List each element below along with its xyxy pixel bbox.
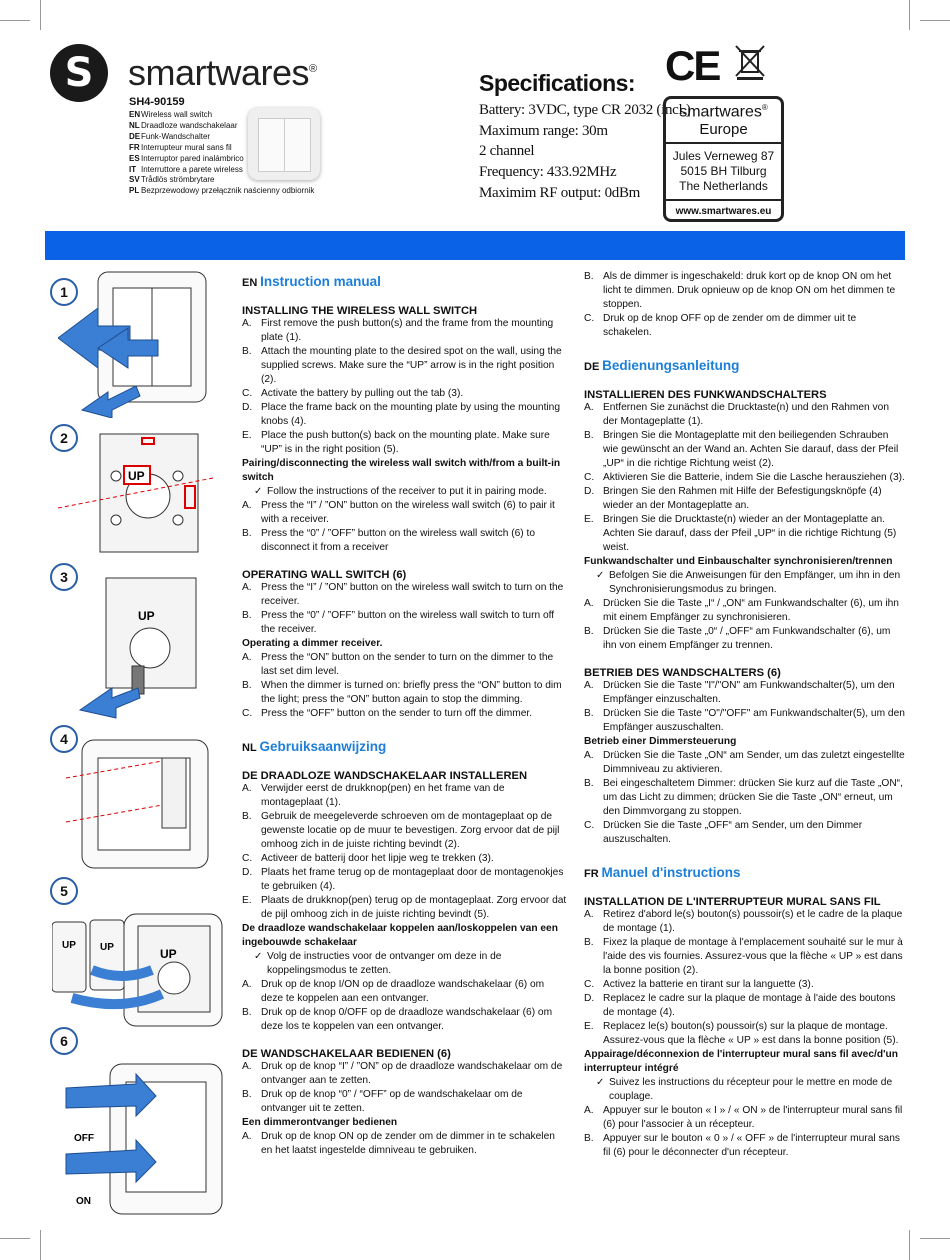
step-marker: B.	[242, 1007, 252, 1018]
step-text: Druk op de knop 0/OFF op de draadloze wandschakelaar (6) om deze los te koppelen van een ontvanger.	[261, 1007, 553, 1032]
spacer	[242, 721, 567, 735]
step-text: When the dimmer is turned on: briefly press the “ON” button to dim the light; press the “ON” button again to stop the dimming.	[261, 680, 562, 705]
language-name: Funk-Wandschalter	[141, 131, 211, 141]
step-text: Place the frame back on the mounting plate by using the mounting knobs (4).	[261, 402, 561, 427]
crop-mark	[40, 0, 41, 30]
step-text: Drücken Sie die Taste "I"/"ON" am Funkwandschalter(5), um den Empfänger einzuschalten.	[603, 680, 895, 705]
on-label: ON	[76, 1196, 91, 1207]
figure-number: 2	[50, 424, 78, 452]
language-code: FR	[129, 142, 140, 152]
up-label: UP	[138, 609, 155, 623]
step-text: Verwijder eerst de drukknop(pen) en het frame van de montageplaat (1).	[261, 783, 505, 808]
instruction-step	[242, 1088, 567, 1116]
instruction-step	[584, 1104, 906, 1132]
step-text: Suivez les instructions du récepteur pour le mettre en mode de couplage.	[609, 1077, 893, 1102]
crop-mark	[0, 20, 30, 21]
step-text: Activez la batterie en tirant sur la languette (3).	[603, 979, 814, 990]
step-text: Appuyer sur le bouton « I » / « ON » de l'interrupteur mural sans fil (6) pour l'associer à un récepteur.	[603, 1105, 903, 1130]
step-marker: A.	[584, 402, 594, 413]
instruction-step	[242, 651, 567, 679]
step-marker: E.	[584, 514, 594, 525]
step-marker: C.	[584, 820, 595, 831]
checklist-item	[584, 569, 906, 597]
up-label: UP	[128, 469, 145, 483]
language-name: Draadloze wandschakelaar	[141, 120, 238, 130]
instruction-step	[242, 317, 567, 345]
language-code: ES	[129, 153, 140, 163]
step-text: Replacez le(s) bouton(s) poussoir(s) sur la plaque de montage. Assurez-vous que la flèche « UP » est dans la bonne position (5).	[603, 1021, 899, 1046]
instruction-step	[242, 707, 567, 721]
step-marker: A.	[242, 1131, 252, 1142]
instruction-step	[242, 810, 567, 852]
language-code: IT	[129, 164, 137, 174]
step-text: Appuyer sur le bouton « 0 » / « OFF » de l'interrupteur mural sans fil (6) pour le déconnecter d'un récepteur.	[603, 1133, 900, 1158]
subsection-heading: DE WANDSCHAKELAAR BEDIENEN (6)	[242, 1048, 451, 1060]
specs-list	[479, 100, 691, 204]
step-text: Place the push button(s) back on the mounting plate. Make sure “UP” is in the right position (5).	[261, 430, 550, 455]
checklist-item	[242, 485, 567, 499]
step-marker: A.	[242, 318, 252, 329]
step-marker: B.	[584, 430, 594, 441]
instruction-step	[242, 387, 567, 401]
instruction-step	[242, 581, 567, 609]
step-marker: C.	[584, 472, 595, 483]
checklist-item	[242, 950, 567, 978]
step-text: Druk op de knop “0” / “OFF” op de wandschakelaar om de ontvanger uit te zetten.	[261, 1089, 523, 1114]
step-text: Bringen Sie den Rahmen mit Hilfe der Befestigungsknöpfe (4) wieder an der Montageplatte an.	[603, 486, 882, 511]
step-marker: A.	[242, 652, 252, 663]
language-name: Wireless wall switch	[141, 110, 213, 119]
instruction-step	[584, 908, 906, 936]
language-code: SV	[129, 175, 140, 185]
product-sku: SH4-90159	[129, 96, 185, 108]
language-code: NL	[242, 742, 257, 754]
language-code: EN	[242, 277, 258, 289]
step-marker: A.	[584, 680, 594, 691]
language-name: Interruptor pared inalámbrico	[141, 153, 244, 163]
instruction-step	[584, 1132, 906, 1160]
step-marker: E.	[242, 430, 252, 441]
step-marker: D.	[242, 867, 253, 878]
subsection-heading: DE DRAADLOZE WANDSCHAKELAAR INSTALLEREN	[242, 770, 528, 782]
instructions-column-left	[242, 270, 567, 1158]
step-marker: C.	[242, 853, 253, 864]
step-marker: B.	[242, 610, 252, 621]
instruction-step	[242, 782, 567, 810]
section-title: Manuel d'instructions	[601, 865, 741, 880]
spec-line: Frequency: 433.92MHz	[479, 164, 617, 181]
manufacturer-box	[663, 96, 784, 222]
spacer	[584, 340, 906, 354]
instruction-step	[242, 1060, 567, 1088]
step-text: Plaats het frame terug op de montageplaat door de montagenokjes te gebruiken (4).	[261, 867, 564, 892]
step-marker: D.	[242, 402, 253, 413]
instruction-step	[242, 401, 567, 429]
off-label: OFF	[74, 1133, 94, 1144]
step-text: Bei eingeschaltetem Dimmer: drücken Sie kurz auf die Taste „ON“, um das Licht zu dimmen; drücken Sie die Taste „ON“ erneut, um den Dimmvorgang zu stoppen.	[603, 778, 903, 817]
up-label: UP	[62, 940, 76, 951]
instruction-step	[242, 345, 567, 387]
crop-mark	[0, 1238, 30, 1239]
spec-line: Battery: 3VDC, type CR 2032 (incl.)	[479, 102, 691, 118]
step-marker: B.	[242, 528, 252, 539]
step-text: Bringen Sie die Drucktaste(n) wieder an der Montageplatte an. Achten Sie darauf, dass der Pfeil „UP“ in die richtige Richtung (5) weist.	[603, 514, 897, 553]
manufacturer-brand: smartwares®	[679, 103, 768, 121]
step-text: Druk op de knop I/ON op de draadloze wandschakelaar (6) om deze te koppelen aan een ontvanger.	[261, 979, 545, 1004]
step-marker: ✓	[254, 486, 263, 497]
crop-mark	[40, 1230, 41, 1260]
crop-mark	[909, 1230, 910, 1260]
language-item	[129, 186, 314, 197]
step-text: Press the “I” / ”ON” button on the wireless wall switch to turn on the receiver.	[261, 582, 564, 607]
instruction-step	[584, 1020, 906, 1048]
manufacturer-website: www.smartwares.eu	[675, 206, 772, 218]
instruction-step	[584, 936, 906, 978]
instruction-step	[584, 992, 906, 1020]
step-text: First remove the push button(s) and the frame from the mounting plate (1).	[261, 318, 554, 343]
step-marker: A.	[584, 750, 594, 761]
crop-mark	[909, 0, 910, 30]
step-text: Druk op de knop ON op de zender om de dimmer in te schakelen en het laatst ingestelde dimniveau te gebruiken.	[261, 1131, 555, 1156]
step-text: Activeer de batterij door het lipje weg te trekken (3).	[261, 853, 494, 864]
bold-subheading: Een dimmerontvanger bedienen	[242, 1117, 398, 1128]
step-text: Drücken Sie die Taste „0“ / „OFF“ am Funkwandschalter (6), um ihn von einem Empfänger zu trennen.	[603, 626, 891, 651]
step-marker: B.	[584, 271, 594, 282]
spacer	[584, 847, 906, 861]
section-heading	[584, 358, 906, 375]
step-text: Drücken Sie die Taste „I“ / „ON“ am Funkwandschalter (6), um ihn mit einem Empfänger zu synchronisieren.	[603, 598, 899, 623]
spec-line: Maximim RF output: 0dBm	[479, 184, 641, 201]
section-heading	[242, 739, 567, 756]
subsection-heading: INSTALLATION DE L'INTERRUPTEUR MURAL SANS FIL	[584, 896, 881, 908]
step-text: Drücken Sie die Taste „ON“ am Sender, um das zuletzt eingestellte Dimmniveau zu aktivieren.	[603, 750, 905, 775]
step-marker: C.	[242, 388, 253, 399]
step-text: Press the “OFF” button on the sender to turn off the dimmer.	[261, 708, 533, 719]
instruction-step	[242, 499, 567, 527]
brand-logo-icon: S	[50, 44, 108, 102]
subsection-heading: INSTALLING THE WIRELESS WALL SWITCH	[242, 305, 478, 317]
figure-remove-frame	[58, 268, 218, 418]
instruction-step	[584, 707, 906, 735]
ce-mark-icon: CE	[665, 42, 720, 89]
instruction-step	[242, 429, 567, 457]
step-text: Attach the mounting plate to the desired spot on the wall, using the supplied screws. Make sure the “UP” arrow is in the right position (2).	[261, 346, 562, 385]
language-code: DE	[129, 131, 141, 141]
crop-mark	[920, 1238, 950, 1239]
step-text: Entfernen Sie zunächst die Drucktaste(n) und den Rahmen von der Montageplatte (1).	[603, 402, 889, 427]
spacer	[584, 653, 906, 667]
step-text: Gebruik de meegeleverde schroeven om de montageplaat op de gewenste locatie op de muur te bevestigen. Zorg ervoor dat de pijl omhoog zich in de juiste richting bevindt (2).	[261, 811, 560, 850]
instruction-step	[584, 749, 906, 777]
language-code: DE	[584, 361, 600, 373]
step-marker: ✓	[596, 1077, 605, 1088]
language-name: Bezprzewodowy przełącznik naścienny odbiornik	[141, 186, 315, 196]
figure-number: 1	[50, 278, 78, 306]
step-marker: B.	[584, 626, 594, 637]
up-label: UP	[100, 942, 114, 953]
step-marker: A.	[584, 598, 594, 609]
figure-number: 4	[50, 725, 78, 753]
spec-line: Maximum range: 30m	[479, 122, 608, 139]
step-marker: A.	[242, 1061, 252, 1072]
step-text: Als de dimmer is ingeschakeld: druk kort op de knop ON om het licht te dimmen. Druk opnieuw op de knop ON om het dimmen te stoppen.	[603, 271, 896, 310]
step-text: Activate the battery by pulling out the tab (3).	[261, 388, 464, 399]
figure-frame-back	[58, 734, 218, 872]
step-text: Bringen Sie die Montageplatte mit den beiliegenden Schrauben wie gewünscht an der Wand an. Achten Sie darauf, dass der Pfeil „UP“ in die richtige Richtung weist (2).	[603, 430, 899, 469]
instruction-step	[584, 597, 906, 625]
step-marker: ✓	[596, 570, 605, 581]
manufacturer-address	[666, 142, 781, 201]
step-marker: B.	[242, 680, 252, 691]
instruction-step	[242, 1130, 567, 1158]
spec-line: 2 channel	[479, 143, 535, 160]
bold-subheading: Appairage/déconnexion de l'interrupteur mural sans fil avec/d'un interrupteur intégré	[584, 1049, 898, 1074]
address-line: The Netherlands	[679, 179, 768, 194]
step-marker: B.	[584, 937, 594, 948]
instruction-step	[584, 819, 906, 847]
instruction-step	[584, 625, 906, 653]
figure-number: 6	[50, 1027, 78, 1055]
product-image	[248, 108, 320, 180]
step-marker: A.	[242, 783, 252, 794]
subsection-heading: INSTALLIEREN DES FUNKWANDSCHALTERS	[584, 389, 827, 401]
step-marker: A.	[242, 979, 252, 990]
step-text: Druk op de knop OFF op de zender om de dimmer uit te schakelen.	[603, 313, 857, 338]
instruction-step	[242, 978, 567, 1006]
bold-subheading: Betrieb einer Dimmersteuerung	[584, 736, 737, 747]
figure-number: 5	[50, 877, 78, 905]
language-name: Trådlös strömbrytare	[141, 175, 215, 185]
step-marker: A.	[584, 909, 594, 920]
step-text: Follow the instructions of the receiver to put it in pairing mode.	[267, 486, 547, 497]
instruction-step	[584, 429, 906, 471]
instruction-step	[242, 679, 567, 707]
instruction-step	[242, 894, 567, 922]
step-text: Retirez d'abord le(s) bouton(s) poussoir(s) et le cadre de la plaque de montage (1).	[603, 909, 903, 934]
step-marker: B.	[584, 778, 594, 789]
step-marker: A.	[584, 1105, 594, 1116]
step-text: Aktivieren Sie die Batterie, indem Sie die Lasche herausziehen (3).	[603, 472, 905, 483]
step-text: Volg de instructies voor de ontvanger om deze in de koppelingsmodus te zetten.	[267, 951, 502, 976]
address-line: Jules Verneweg 87	[672, 149, 775, 164]
section-title: Instruction manual	[260, 274, 381, 289]
weee-bin-icon	[734, 44, 766, 80]
subsection-heading: OPERATING WALL SWITCH (6)	[242, 569, 407, 581]
instruction-step	[584, 270, 906, 312]
bold-subheading: Operating a dimmer receiver.	[242, 638, 383, 649]
step-text: Befolgen Sie die Anweisungen für den Empfänger, um ihn in den Synchronisierungsmodus zu bringen.	[609, 570, 901, 595]
specs-title: Specifications:	[479, 70, 636, 96]
step-marker: E.	[242, 895, 252, 906]
step-marker: C.	[584, 979, 595, 990]
step-marker: B.	[242, 1089, 252, 1100]
instruction-step	[242, 609, 567, 637]
instruction-step	[242, 527, 567, 555]
spacer	[242, 1034, 567, 1048]
figure-battery-tab	[58, 570, 218, 720]
step-text: Drücken Sie die Taste "O"/"OFF" am Funkwandschalter(5), um den Empfänger auszuschalten.	[603, 708, 905, 733]
language-code: NL	[129, 120, 140, 130]
step-text: Press the “0” / ”OFF” button on the wireless wall switch (6) to disconnect it from a receiver	[261, 528, 536, 553]
language-name: Interruttore a parete wireless	[141, 164, 243, 174]
crop-mark	[920, 20, 950, 21]
header-accent-bar	[45, 231, 905, 260]
step-text: Press the “I” / ”ON” button on the wireless wall switch (6) to pair it with a receiver.	[261, 500, 555, 525]
figure-push-buttons	[52, 912, 224, 1032]
manufacturer-region: Europe	[699, 121, 748, 139]
instruction-step	[242, 866, 567, 894]
spacer	[242, 555, 567, 569]
instructions-column-right	[584, 270, 906, 1160]
bold-subheading: Funkwandschalter und Einbauschalter synchronisieren/trennen	[584, 556, 893, 567]
instruction-step	[242, 852, 567, 866]
section-title: Bedienungsanleitung	[602, 358, 740, 373]
step-marker: A.	[242, 582, 252, 593]
section-heading	[584, 865, 906, 882]
step-text: Druk op de knop “I” / ”ON” op de draadloze wandschakelaar om de ontvanger aan te zetten.	[261, 1061, 563, 1086]
subsection-heading: BETRIEB DES WANDSCHALTERS (6)	[584, 667, 781, 679]
step-marker: D.	[584, 486, 595, 497]
language-code: EN	[129, 110, 141, 119]
step-text: Plaats de drukknop(pen) terug op de montageplaat. Zorg ervoor dat de pijl omhoog zich in de juiste richting bevindt (5).	[261, 895, 567, 920]
step-marker: E.	[584, 1021, 594, 1032]
step-marker: B.	[584, 708, 594, 719]
instruction-step	[584, 471, 906, 485]
step-text: Fixez la plaque de montage à l'emplacement souhaité sur le mur à l'aide des vis fournies. Assurez-vous que la flèche « UP » est dans la bonne position (2).	[603, 937, 903, 976]
brand-name: smartwares®	[128, 52, 317, 93]
instruction-step	[584, 679, 906, 707]
instruction-step	[584, 513, 906, 555]
step-marker: C.	[584, 313, 595, 324]
instruction-step	[584, 401, 906, 429]
language-name: Interrupteur mural sans fil	[141, 142, 232, 152]
checklist-item	[584, 1076, 906, 1104]
step-text: Press the “ON” button on the sender to turn on the dimmer to the last set dim level.	[261, 652, 554, 677]
step-marker: B.	[242, 811, 252, 822]
step-marker: C.	[242, 708, 253, 719]
section-title: Gebruiksaanwijzing	[259, 739, 387, 754]
bold-subheading: De draadloze wandschakelaar koppelen aan/loskoppelen van een ingebouwde schakelaar	[242, 923, 558, 948]
step-marker: B.	[242, 346, 252, 357]
figure-mounting-plate	[58, 428, 218, 560]
figure-number: 3	[50, 563, 78, 591]
instruction-step	[242, 1006, 567, 1034]
step-marker: D.	[584, 993, 595, 1004]
instruction-step	[584, 312, 906, 340]
instruction-step	[584, 978, 906, 992]
bold-subheading: Pairing/disconnecting the wireless wall switch with/from a built-in switch	[242, 458, 561, 483]
instruction-step	[584, 777, 906, 819]
step-marker: A.	[242, 500, 252, 511]
step-text: Press the “0” / ”OFF” button on the wireless wall switch to turn off the receiver.	[261, 610, 555, 635]
figure-on-off-buttons	[56, 1058, 224, 1218]
step-marker: ✓	[254, 951, 263, 962]
language-code: PL	[129, 186, 140, 196]
section-heading	[242, 274, 567, 291]
step-marker: B.	[584, 1133, 594, 1144]
address-line: 5015 BH Tilburg	[680, 164, 767, 179]
step-text: Drücken Sie die Taste „OFF“ am Sender, um den Dimmer auszuschalten.	[603, 820, 863, 845]
up-label: UP	[160, 947, 177, 961]
language-code: FR	[584, 868, 599, 880]
step-text: Replacez le cadre sur la plaque de montage à l'aide des boutons de montage (4).	[603, 993, 896, 1018]
instruction-step	[584, 485, 906, 513]
